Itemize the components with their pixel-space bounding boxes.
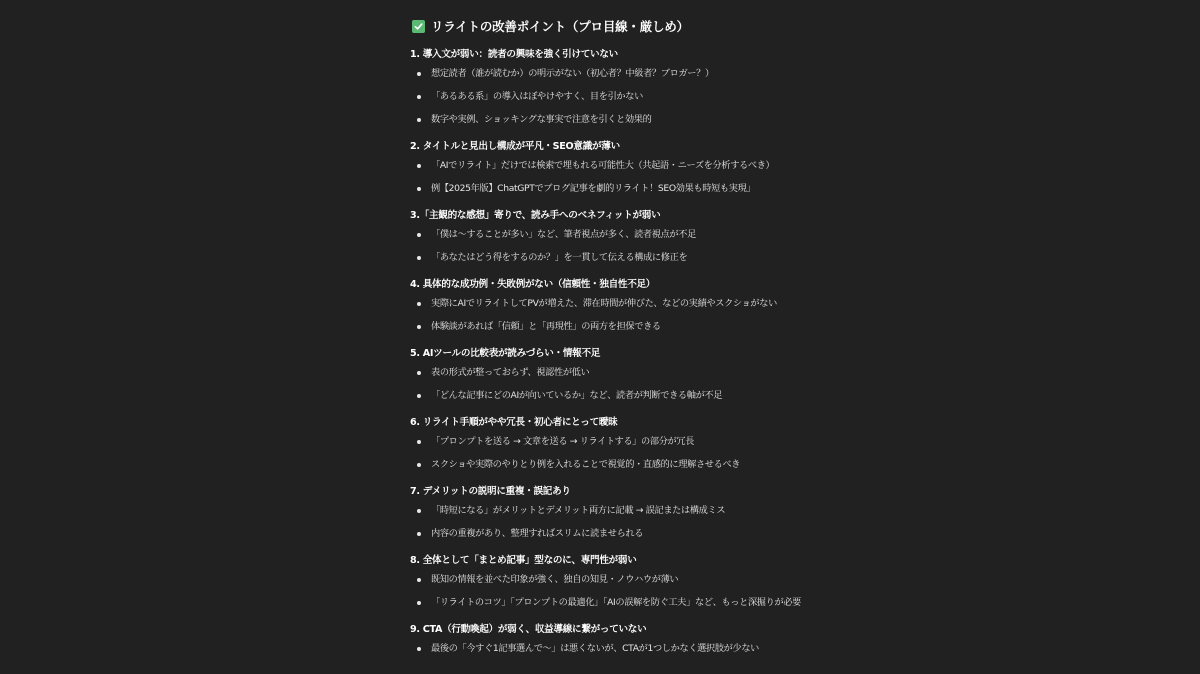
improvement-section (410, 554, 810, 614)
section-title: 9. CTA（行動喚起）が弱く、収益導線に繋がっていない (410, 624, 647, 635)
bullet-dot-icon (417, 463, 421, 467)
list-item-text: 「時短になる」がメリットとデメリット両方に記載 → 誤記または構成ミス (431, 505, 726, 516)
improvement-section (410, 48, 810, 131)
list-item-text: 想定読者（誰が読むか）の明示がない（初心者？中級者？ブロガー？） (431, 68, 714, 79)
improvement-section (410, 278, 810, 338)
section-title: 2. タイトルと見出し構成が平凡・SEO意識が薄い (410, 141, 620, 152)
section-title: 8. 全体として「まとめ記事」型なのに、専門性が弱い (410, 555, 637, 566)
improvement-section (410, 140, 810, 200)
list-item (410, 223, 810, 246)
list-item (410, 292, 810, 315)
list-item-text: 例【2025年版】ChatGPTでブログ記事を劇的リライト！SEO効果も時短も実現」 (431, 183, 756, 194)
list-item (410, 246, 810, 269)
bullet-dot-icon (417, 95, 421, 99)
bullet-dot-icon (417, 256, 421, 260)
list-item (410, 568, 810, 591)
list-item (410, 108, 810, 131)
bullet-dot-icon (417, 187, 421, 191)
bullet-list (410, 499, 810, 545)
list-item-text: スクショや実際のやりとり例を入れることで視覚的・直感的に理解させるべき (431, 459, 741, 470)
bullet-list (410, 430, 810, 476)
bullet-dot-icon (417, 118, 421, 122)
bullet-dot-icon (417, 440, 421, 444)
bullet-list (410, 62, 810, 131)
list-item (410, 637, 810, 660)
list-item (410, 85, 810, 108)
list-item (410, 522, 810, 545)
heading-text: リライトの改善ポイント（プロ目線・厳しめ） (431, 19, 689, 34)
check-mark-icon (412, 20, 425, 33)
list-item-text: 表の形式が整っておらず、視認性が低い (431, 367, 590, 378)
list-item-text: 数字や実例、ショッキングな事実で注意を引くと効果的 (431, 114, 652, 125)
list-item (410, 62, 810, 85)
list-item (410, 591, 810, 614)
bullet-dot-icon (417, 532, 421, 536)
list-item (410, 384, 810, 407)
message-heading (410, 14, 810, 38)
list-item (410, 177, 810, 200)
bullet-list (410, 223, 810, 269)
section-title: 5. AIツールの比較表が読みづらい・情報不足 (410, 348, 601, 359)
section-title: 4. 具体的な成功例・失敗例がない（信頼性・独自性不足） (410, 279, 656, 290)
list-item-text: 最後の「今すぐ1記事選んで〜」は悪くないが、CTAが1つしかなく選択肢が少ない (431, 643, 760, 654)
improvement-section (410, 209, 810, 269)
list-item-text: 内容の重複があり、整理すればスリムに読ませられる (431, 528, 644, 539)
section-title: 1. 導入文が弱い：読者の興味を強く引けていない (410, 49, 618, 60)
list-item (410, 315, 810, 338)
list-item-text: 「あなたはどう得をするのか？」を一貫して伝える構成に修正を (431, 252, 688, 263)
list-item-text: 「僕は〜することが多い」など、筆者視点が多く、読者視点が不足 (431, 229, 696, 240)
improvement-section (410, 623, 810, 660)
list-item-text: 既知の情報を並べた印象が強く、独自の知見・ノウハウが薄い (431, 574, 679, 585)
bullet-list (410, 361, 810, 407)
bullet-list (410, 568, 810, 614)
bullet-dot-icon (417, 164, 421, 168)
list-item-text: 体験談があれば「信頼」と「再現性」の両方を担保できる (431, 321, 661, 332)
bullet-dot-icon (417, 371, 421, 375)
list-item-text: 「あるある系」の導入はぼやけやすく、目を引かない (431, 91, 643, 102)
improvement-section (410, 485, 810, 545)
improvement-list (410, 48, 810, 660)
list-item (410, 453, 810, 476)
bullet-dot-icon (417, 325, 421, 329)
section-title: 7. デメリットの説明に重複・誤記あり (410, 486, 571, 497)
improvement-section (410, 416, 810, 476)
bullet-list (410, 637, 810, 660)
bullet-dot-icon (417, 302, 421, 306)
list-item-text: 「AIでリライト」だけでは検索で埋もれる可能性大（共起語・ニーズを分析するべき） (431, 160, 775, 171)
list-item-text: 「リライトのコツ」「プロンプトの最適化」「AIの誤解を防ぐ工夫」など、もっと深掘りが必要 (431, 597, 801, 608)
bullet-dot-icon (417, 509, 421, 513)
improvement-section (410, 347, 810, 407)
bullet-dot-icon (417, 647, 421, 651)
section-title: 6. リライト手順がやや冗長・初心者にとって曖昧 (410, 417, 618, 428)
bullet-dot-icon (417, 72, 421, 76)
list-item (410, 154, 810, 177)
bullet-dot-icon (417, 601, 421, 605)
bullet-dot-icon (417, 394, 421, 398)
section-title: 3.「主観的な感想」寄りで、読み手へのベネフィットが弱い (410, 210, 661, 221)
list-item (410, 361, 810, 384)
bullet-list (410, 292, 810, 338)
bullet-dot-icon (417, 578, 421, 582)
list-item-text: 実際にAIでリライトしてPVが増えた、滞在時間が伸びた、などの実績やスクショがない (431, 298, 777, 309)
bullet-list (410, 154, 810, 200)
list-item (410, 430, 810, 453)
list-item-text: 「どんな記事にどのAIが向いているか」など、読者が判断できる軸が不足 (431, 390, 723, 401)
bullet-dot-icon (417, 233, 421, 237)
assistant-message (410, 14, 810, 660)
list-item (410, 499, 810, 522)
list-item-text: 「プロンプトを送る → 文章を送る → リライトする」の部分が冗長 (431, 436, 695, 447)
